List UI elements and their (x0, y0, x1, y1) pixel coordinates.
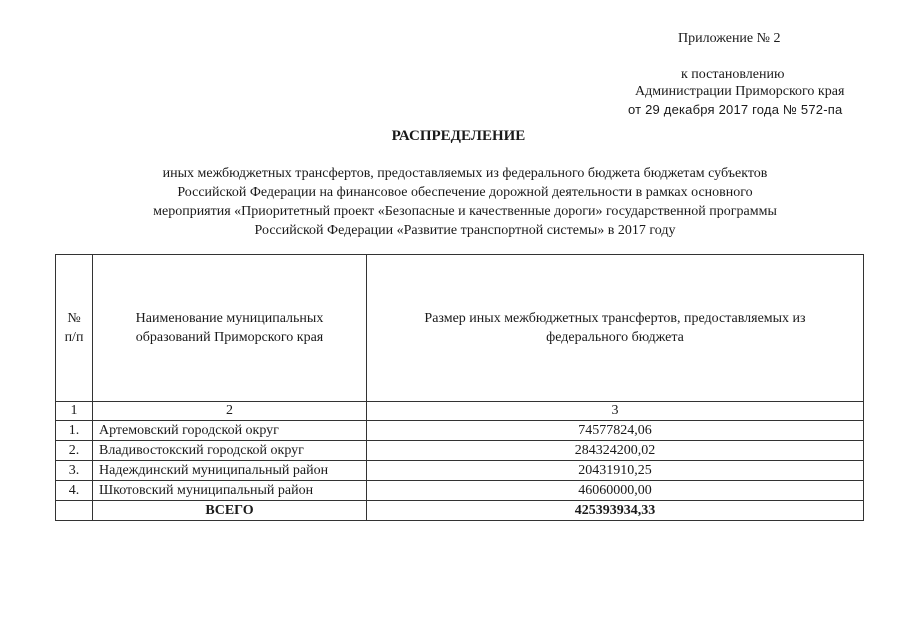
transfer-amount: 20431910,25 (367, 461, 864, 481)
total-amount: 425393934,33 (367, 501, 864, 521)
transfer-amount: 74577824,06 (367, 421, 864, 441)
header-name-line: образований Приморского края (135, 330, 324, 345)
municipality-name: Артемовский городской округ (93, 421, 367, 441)
row-number: 4. (56, 481, 93, 501)
table-row (56, 421, 864, 441)
resolution-ref: к постановлению (681, 67, 785, 82)
total-label: ВСЕГО (93, 501, 367, 521)
resolution-date: от 29 декабря 2017 года № 572-па (628, 102, 843, 117)
header-amount-line: Размер иных межбюджетных трансфертов, предоставляемых из (424, 311, 806, 326)
header-num (56, 255, 93, 402)
document-subtitle (125, 164, 805, 240)
table-row (56, 481, 864, 501)
column-number-row (56, 402, 864, 421)
row-number: 1. (56, 421, 93, 441)
subtitle-line: Российской Федерации на финансовое обеспечение дорожной деятельности в рамках основного (177, 185, 753, 200)
column-number: 3 (367, 402, 864, 421)
header-name (93, 255, 367, 402)
municipality-name: Шкотовский муниципальный район (93, 481, 367, 501)
total-row (56, 501, 864, 521)
column-number: 1 (56, 402, 93, 421)
header-num-line: п/п (64, 330, 84, 345)
municipality-name: Владивостокский городской округ (93, 441, 367, 461)
table-header-row (56, 255, 864, 402)
appendix-label: Приложение № 2 (678, 31, 781, 46)
municipality-name: Надеждинский муниципальный район (93, 461, 367, 481)
row-number: 3. (56, 461, 93, 481)
subtitle-line: Российской Федерации «Развитие транспортной системы» в 2017 году (254, 223, 676, 238)
header-amount-line: федерального бюджета (546, 330, 684, 345)
header-amount (367, 255, 864, 402)
header-name-line: Наименование муниципальных (135, 311, 324, 326)
table-row (56, 461, 864, 481)
transfer-amount: 284324200,02 (367, 441, 864, 461)
distribution-table (55, 254, 864, 521)
table-row (56, 441, 864, 461)
administration-name: Администрации Приморского края (635, 84, 845, 99)
column-number: 2 (93, 402, 367, 421)
document-title: РАСПРЕДЕЛЕНИЕ (391, 128, 526, 144)
row-number: 2. (56, 441, 93, 461)
transfer-amount: 46060000,00 (367, 481, 864, 501)
subtitle-line: мероприятия «Приоритетный проект «Безопасные и качественные дороги» государственной программы (153, 204, 777, 219)
header-num-line: № (67, 311, 81, 326)
subtitle-line: иных межбюджетных трансфертов, предоставляемых из федерального бюджета бюджетам субъектов (162, 166, 768, 181)
total-empty-cell (56, 501, 93, 521)
